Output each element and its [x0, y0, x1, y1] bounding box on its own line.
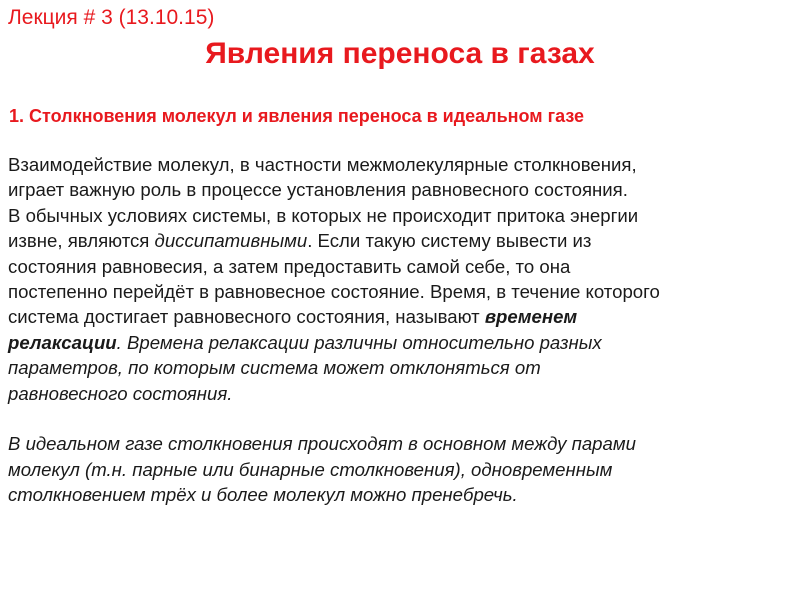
paragraph-spacer — [8, 406, 788, 431]
text-run: равновесного состояния. — [8, 382, 233, 404]
text-line: Взаимодействие молекул, в частности межмолекулярные столкновения, — [8, 154, 637, 175]
text-line — [8, 381, 788, 406]
text-line — [8, 304, 788, 329]
text-line — [8, 457, 788, 482]
body-text — [8, 152, 788, 508]
text-run: . Времена релаксации различны относительно разных — [116, 331, 602, 353]
text-run: параметров, по которым система может отклоняться от — [8, 357, 541, 379]
text-run: В идеальном газе столкновения происходят в основном между парами — [8, 433, 636, 455]
text-line — [8, 330, 788, 355]
text-line — [8, 355, 788, 380]
term-dissipative: диссипативными — [154, 230, 308, 252]
lecture-label: Лекция # 3 (13.10.15) — [8, 6, 215, 29]
text-line — [8, 431, 788, 456]
text-line — [8, 228, 788, 253]
term-relaxation-time-part2 — [8, 332, 117, 353]
slide-title: Явления переноса в газах — [205, 37, 595, 70]
paragraph-1 — [8, 152, 788, 406]
text-run: столкновением трёх и более молекул можно пренебречь. — [8, 484, 518, 506]
text-run: временем — [484, 306, 578, 328]
text-run: релаксации — [8, 331, 117, 353]
text-line: играет важную роль в процессе установления равновесного состояния. — [8, 179, 628, 201]
text-line — [8, 482, 788, 507]
text-line: постепенно перейдёт в равновесное состояние. Время, в течение которого — [8, 281, 660, 303]
text-run: система достигает равновесного состояния, называют — [8, 306, 485, 328]
term-relaxation-time-part1 — [485, 306, 577, 327]
text-run: молекул (т.н. парные или бинарные столкновения), одновременным — [8, 458, 613, 480]
text-line: состояния равновесия, а затем предоставить самой себе, то она — [8, 255, 571, 277]
text-run: извне, являются — [8, 230, 155, 252]
paragraph-2 — [8, 431, 788, 507]
text-line: В обычных условиях системы, в которых не происходит притока энергии — [8, 204, 639, 226]
section-heading: 1. Столкновения молекул и явления переноса в идеальном газе — [9, 106, 585, 126]
text-run: . Если такую систему вывести из — [307, 230, 592, 252]
